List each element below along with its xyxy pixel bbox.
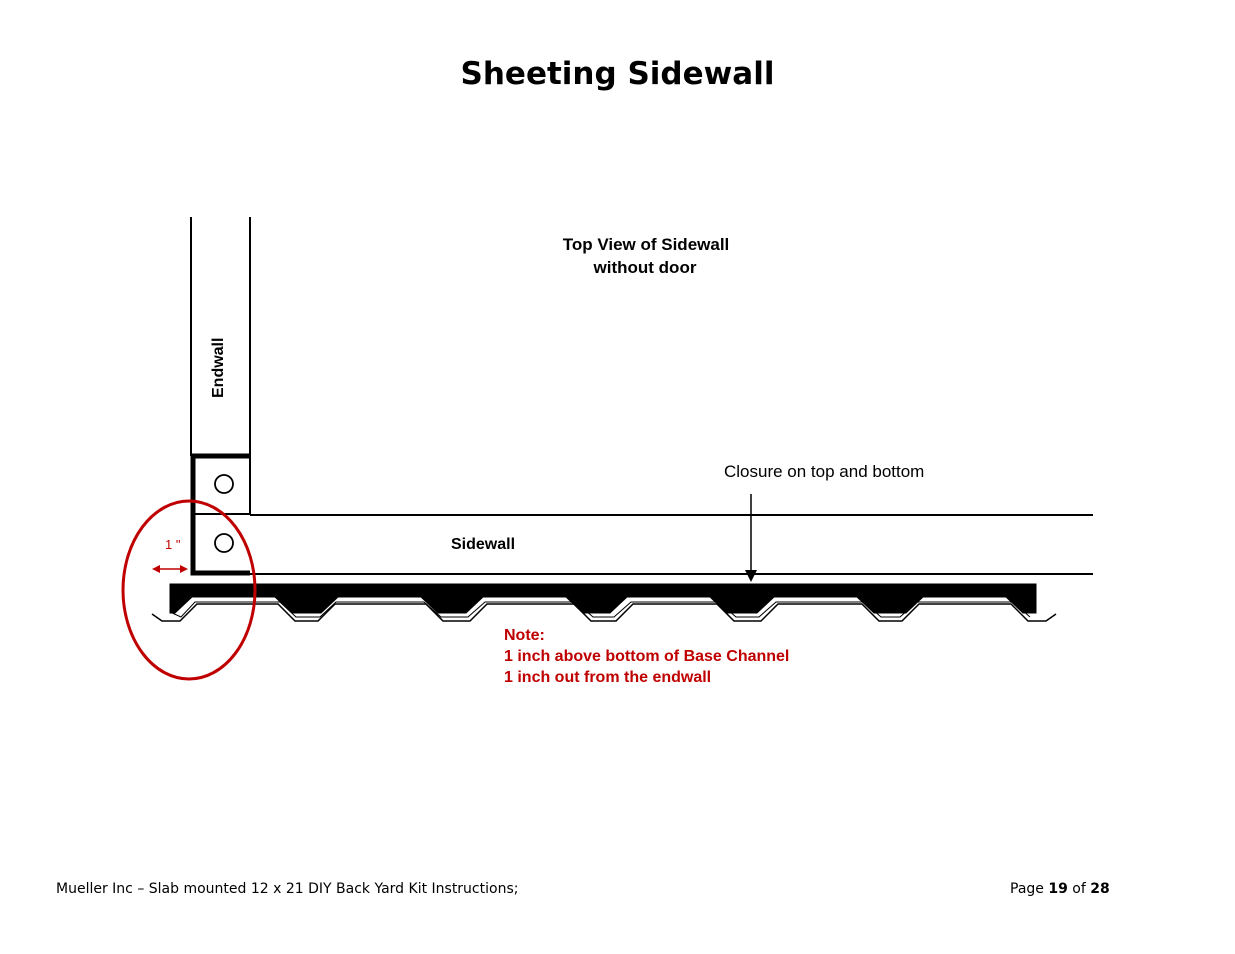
diagram-heading-line1: Top View of Sidewall [562,235,730,254]
page-current: 19 [1048,881,1068,897]
endwall-label: Endwall [210,337,227,398]
closure-label: Closure on top and bottom [724,462,925,481]
closure-arrow-head [745,570,757,582]
footer-document-title: Mueller Inc – Slab mounted 12 x 21 DIY Back Yard Kit Instructions; [56,881,519,897]
note-title: Note: [504,627,545,644]
page-total: 28 [1090,881,1110,897]
dimension-arrow-left-head [152,565,160,573]
page-title: Sheeting Sidewall [460,56,775,92]
dimension-arrow-right-head [180,565,188,573]
sidewall-label: Sidewall [451,536,516,553]
footer-page-number [1010,881,1110,897]
closure-strip [170,584,1036,613]
page-word: Page [1010,881,1044,897]
bolt-hole-top [215,475,233,493]
dimension-label: 1 " [165,537,181,552]
page-of: of [1072,881,1086,897]
diagram-heading-line2: without door [593,258,697,277]
bolt-hole-bottom [215,534,233,552]
note-line-base-channel: 1 inch above bottom of Base Channel [504,648,790,665]
note-line-endwall: 1 inch out from the endwall [504,669,712,686]
